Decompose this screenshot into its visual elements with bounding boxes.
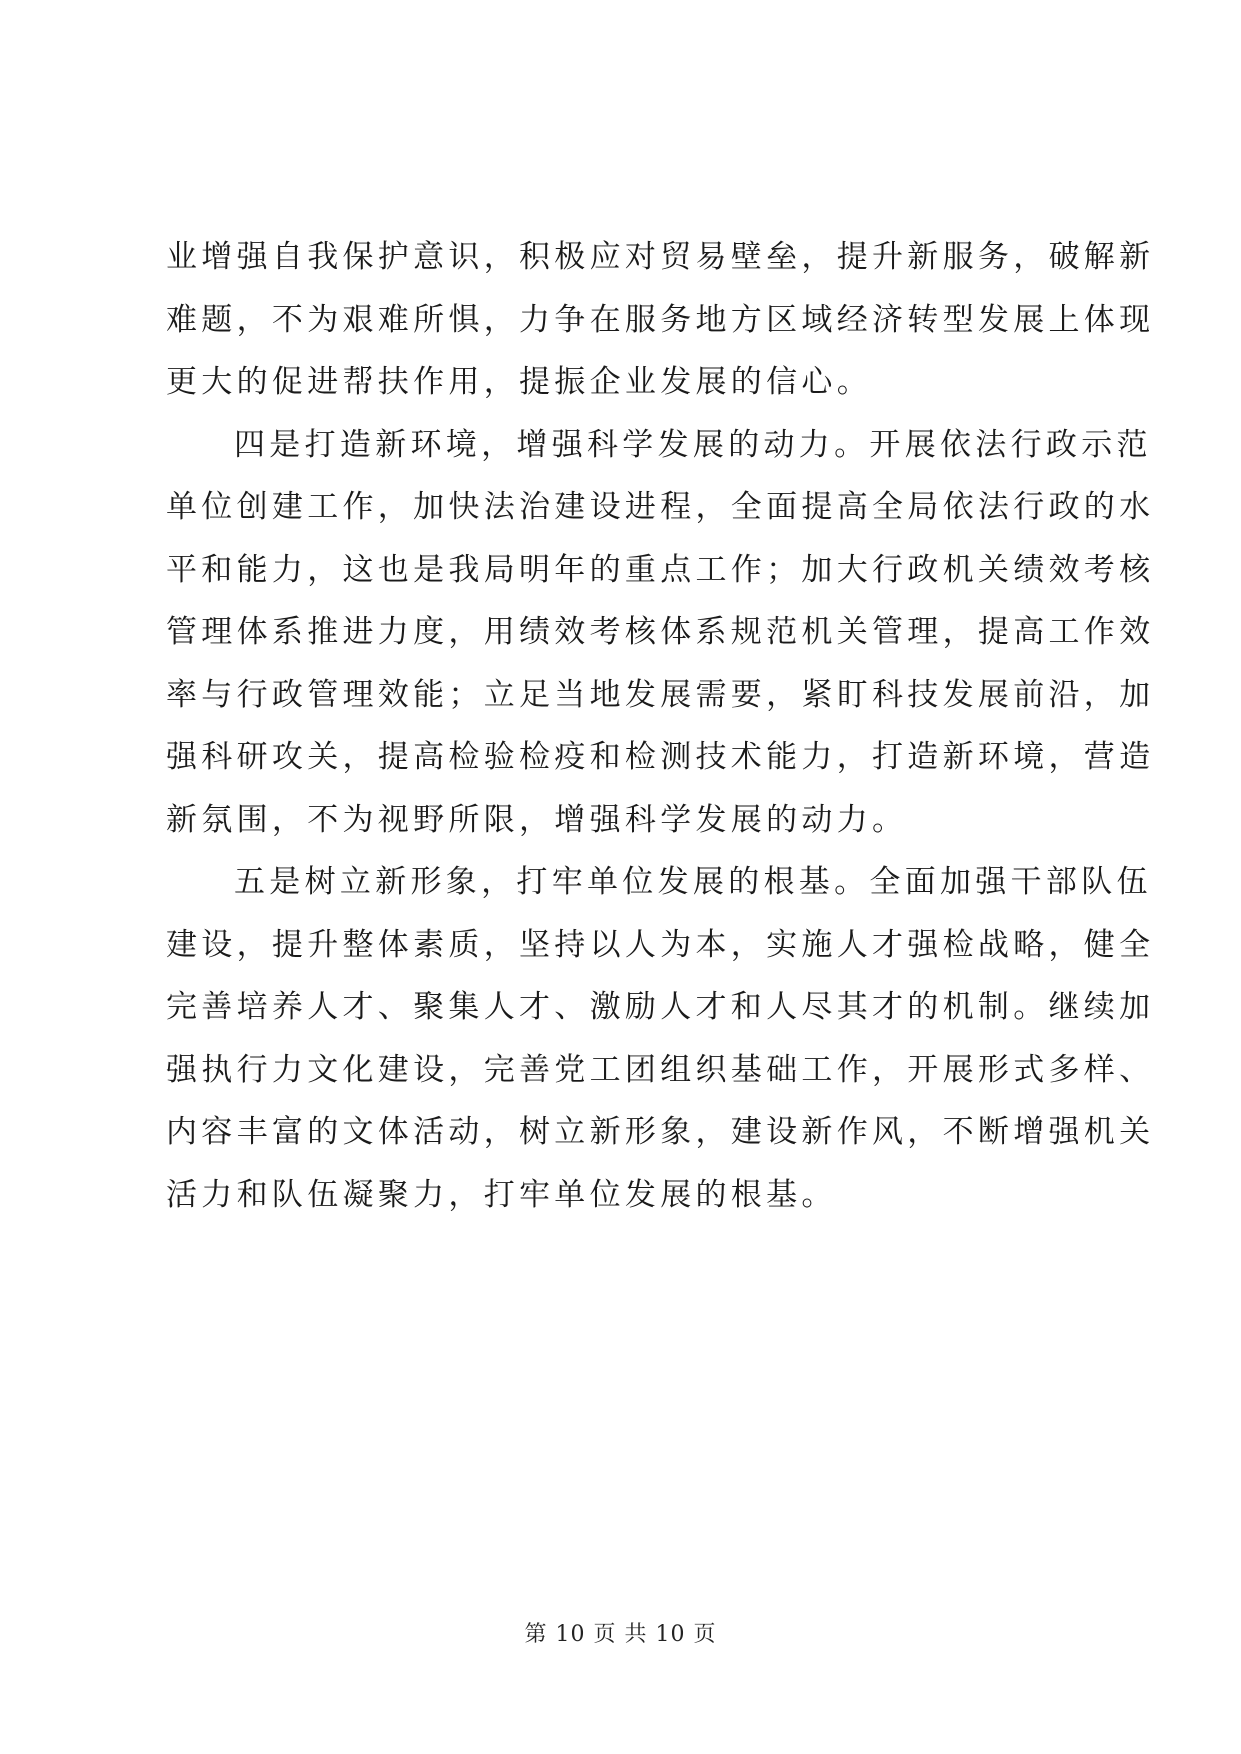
text-line: 完善培养人才、聚集人才、激励人才和人尽其才的机制。继续加 bbox=[166, 989, 1155, 1025]
text-line-indented bbox=[166, 414, 1152, 477]
text-line: 业增强自我保护意识，积极应对贸易壁垒，提升新服务，破解新 bbox=[166, 239, 1155, 275]
text-line: 活力和队伍凝聚力，打牢单位发展的根基。 bbox=[166, 1176, 837, 1213]
text-line-indented bbox=[166, 851, 1152, 914]
text-line: 管理体系推进力度，用绩效考核体系规范机关管理，提高工作效 bbox=[166, 614, 1155, 650]
text-line-content: 四是打造新环境，增强科学发展的动力。开展依法行政示范 bbox=[234, 426, 1152, 463]
page-number-footer: 第 10 页 共 10 页 bbox=[524, 1622, 717, 1647]
text-line: 强执行力文化建设，完善党工团组织基础工作，开展形式多样、 bbox=[166, 1051, 1155, 1088]
paragraph-2 bbox=[166, 414, 1155, 852]
text-line: 平和能力，这也是我局明年的重点工作；加大行政机关绩效考核 bbox=[166, 551, 1155, 588]
text-line: 强科研攻关，提高检验检疫和检测技术能力，打造新环境，营造 bbox=[166, 739, 1155, 775]
text-line: 内容丰富的文体活动，树立新形象，建设新作风，不断增强机关 bbox=[166, 1114, 1155, 1150]
document-body bbox=[166, 226, 1155, 1226]
text-line: 单位创建工作，加快法治建设进程，全面提高全局依法行政的水 bbox=[166, 489, 1155, 525]
text-line-content: 五是树立新形象，打牢单位发展的根基。全面加强干部队伍 bbox=[234, 864, 1152, 900]
text-line: 新氛围，不为视野所限，增强科学发展的动力。 bbox=[166, 801, 908, 838]
text-line: 难题，不为艰难所惧，力争在服务地方区域经济转型发展上体现 bbox=[166, 301, 1155, 338]
text-line: 更大的促进帮扶作用，提振企业发展的信心。 bbox=[166, 364, 872, 400]
paragraph-3 bbox=[166, 851, 1155, 1226]
paragraph-1 bbox=[166, 226, 1155, 414]
text-line: 建设，提升整体素质，坚持以人为本，实施人才强检战略，健全 bbox=[166, 926, 1155, 963]
text-line: 率与行政管理效能；立足当地发展需要，紧盯科技发展前沿，加 bbox=[166, 676, 1155, 713]
